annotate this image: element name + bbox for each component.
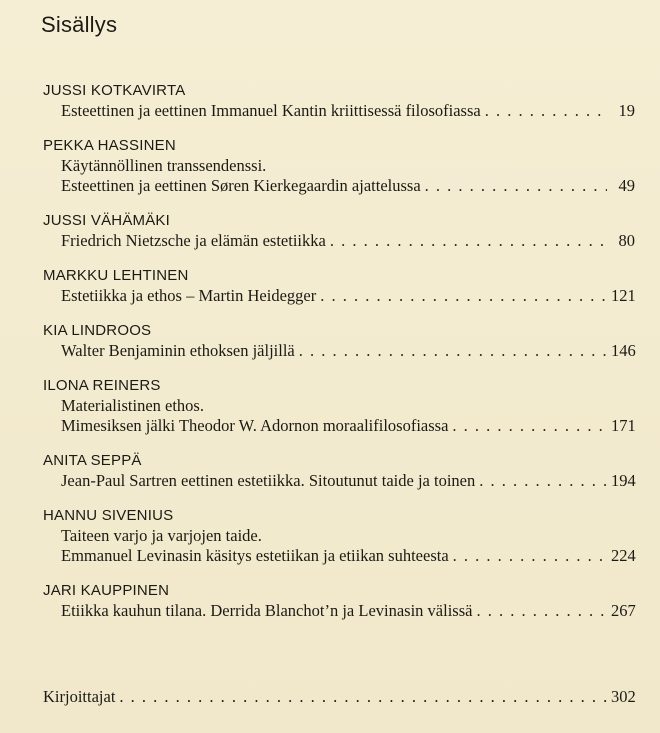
toc-page-number: 146 bbox=[611, 341, 636, 360]
toc-page-number: 302 bbox=[611, 687, 636, 706]
toc-title-line bbox=[61, 416, 635, 436]
toc-contributors-line bbox=[43, 687, 635, 707]
toc-title-line bbox=[61, 156, 635, 176]
toc-author: JUSSI VÄHÄMÄKI bbox=[43, 212, 170, 229]
toc-title-line bbox=[61, 286, 635, 306]
toc-entry bbox=[43, 506, 635, 566]
toc-title: Etiikka kauhun tilana. Derrida Blanchot’n ja Levinasin välissä bbox=[61, 601, 473, 620]
dot-leader bbox=[479, 471, 607, 491]
dot-leader bbox=[119, 687, 607, 707]
toc-author: KIA LINDROOS bbox=[43, 322, 152, 339]
dot-leader bbox=[476, 601, 607, 621]
toc-entry bbox=[43, 321, 635, 361]
toc-entry bbox=[43, 211, 635, 251]
toc-title: Friedrich Nietzsche ja elämän estetiikka bbox=[61, 231, 326, 250]
dot-leader bbox=[330, 231, 607, 251]
toc-entry bbox=[43, 136, 635, 196]
toc-title-line bbox=[61, 176, 635, 196]
table-of-contents bbox=[43, 81, 635, 636]
toc-author: ILONA REINERS bbox=[43, 377, 161, 394]
toc-title: Esteettinen ja eettinen Immanuel Kantin kriittisessä filosofiassa bbox=[61, 101, 481, 120]
toc-author: HANNU SIVENIUS bbox=[43, 507, 174, 524]
toc-author: MARKKU LEHTINEN bbox=[43, 267, 189, 284]
toc-title-line bbox=[61, 396, 635, 416]
dot-leader bbox=[425, 176, 607, 196]
toc-title: Estetiikka ja ethos – Martin Heidegger bbox=[61, 286, 317, 305]
toc-title-line bbox=[61, 526, 635, 546]
toc-title-line bbox=[61, 231, 635, 251]
toc-title: Walter Benjaminin ethoksen jäljillä bbox=[61, 341, 295, 360]
toc-page-number: 224 bbox=[611, 546, 636, 565]
toc-title-line bbox=[61, 101, 635, 121]
toc-title: Emmanuel Levinasin käsitys estetiikan ja etiikan suhteesta bbox=[61, 546, 449, 565]
toc-title: Käytännöllinen transsendenssi. bbox=[61, 156, 267, 175]
dot-leader bbox=[485, 101, 607, 121]
toc-entry bbox=[43, 266, 635, 306]
contributors-label: Kirjoittajat bbox=[43, 687, 116, 706]
dot-leader bbox=[320, 286, 607, 306]
toc-author: ANITA SEPPÄ bbox=[43, 452, 142, 469]
toc-page-number: 267 bbox=[611, 601, 636, 620]
toc-author: JUSSI KOTKAVIRTA bbox=[43, 82, 186, 99]
toc-page-number: 19 bbox=[618, 101, 635, 120]
toc-page-number: 121 bbox=[611, 286, 636, 305]
toc-title: Esteettinen ja eettinen Søren Kierkegaardin ajattelussa bbox=[61, 176, 421, 195]
toc-title-line bbox=[61, 546, 635, 566]
toc-title: Materialistinen ethos. bbox=[61, 396, 204, 415]
toc-page-number: 49 bbox=[618, 176, 635, 195]
toc-title-line bbox=[61, 341, 635, 361]
dot-leader bbox=[299, 341, 607, 361]
toc-author: PEKKA HASSINEN bbox=[43, 137, 176, 154]
toc-author: JARI KAUPPINEN bbox=[43, 582, 170, 599]
toc-entry bbox=[43, 376, 635, 436]
toc-page-number: 80 bbox=[618, 231, 635, 250]
toc-title-line bbox=[61, 471, 635, 491]
toc-page-number: 194 bbox=[611, 471, 636, 490]
toc-entry bbox=[43, 581, 635, 621]
toc-title: Jean-Paul Sartren eettinen estetiikka. Sitoutunut taide ja toinen bbox=[61, 471, 476, 490]
toc-title-line bbox=[61, 601, 635, 621]
dot-leader bbox=[453, 546, 607, 566]
toc-page-number: 171 bbox=[611, 416, 636, 435]
toc-entry bbox=[43, 81, 635, 121]
toc-entry bbox=[43, 451, 635, 491]
toc-title: Mimesiksen jälki Theodor W. Adornon moraalifilosofiassa bbox=[61, 416, 449, 435]
dot-leader bbox=[452, 416, 607, 436]
toc-title: Taiteen varjo ja varjojen taide. bbox=[61, 526, 262, 545]
page-title: Sisällys bbox=[41, 12, 118, 37]
